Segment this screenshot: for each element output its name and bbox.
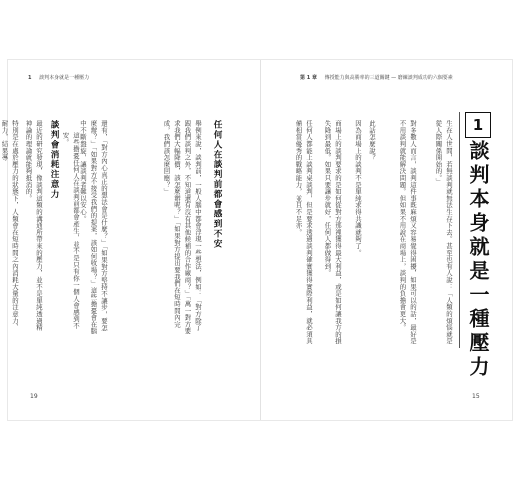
chapter-title: 談判本身就是一種壓力 xyxy=(466,140,490,380)
section1-paragraph-2: 還有，「對方內心真正的想法會是什麼？」「如果對方堅持不讓步，要怎麼辦？」「如果對方不接受我們的提案，該如何收場？」這些擔憂會在腦中不斷盤旋，讓談判者難以安心。 xyxy=(79,120,108,335)
running-head-title: 傳授能力與高勝率的三道關鍵 — 磨練談判成功的六個要素 xyxy=(324,75,453,81)
running-head-chapter: 第 1 章 xyxy=(300,75,317,81)
section1-paragraph-3: 這些擔憂任何人在談判前都會產生，並不是只有你一個人會感到不安。 xyxy=(61,132,80,330)
right-page-number: 15 xyxy=(472,393,480,400)
section1-paragraph-1: 舉例來說，談判前，一般人腦中都會浮現一些想法，例如：「對方除了跟我們談判之外，不知道還有沒有其他候補的合作廠商？」「萬一對方要求我們大幅降價，該怎麼辦呢？」「如果對方提出要我們在短時間內完成，我們該怎麼回應？」 xyxy=(162,120,202,335)
body-paragraph-4: 因為商場上的談判不是單純求得共識就夠了。 xyxy=(354,120,362,256)
body-paragraph-5: 商場上的談判要求的是如何從對方那裡獲得最大利益，或是如何讓我方的損失降到最低。如果只要讓步就好，任何人都做得到。 xyxy=(323,120,342,345)
body-paragraph-1: 生在人世間，若無談判就無法生存下去。甚至也有人說：「人類的煩惱就是從人際關係開始的。」 xyxy=(434,120,453,345)
section-heading-attention: 談判會消耗注意力 xyxy=(49,120,59,200)
right-running-head xyxy=(300,74,453,81)
left-running-head xyxy=(28,74,89,81)
body-paragraph-3: 此話怎麼說？ xyxy=(368,120,376,161)
section2-paragraph-1: 最近的研究發現，像談判這類的溝通所帶來的壓力，並不是單純透過精神論的理論就能夠抵消的。 xyxy=(24,120,43,331)
running-head-number: 1 xyxy=(28,75,32,81)
book-spread xyxy=(0,60,512,420)
chapter-number-box: 1 xyxy=(465,112,491,138)
right-page xyxy=(260,60,512,420)
section-heading-anxiety: 任何人在談判前都會感到不安 xyxy=(212,120,222,249)
running-head-title: 談判本身就是一種壓力 xyxy=(39,75,90,81)
left-page xyxy=(0,60,260,420)
chapter-divider-line xyxy=(459,112,460,348)
body-paragraph-6: 任何人都能上談判桌談判，但是要求透過談判確實獲得實際利益，就必須具備相當優秀的戰略能力，並且不足亦。 xyxy=(294,120,313,345)
body-paragraph-2: 對多數人而言，談判這件事既麻煩又容易覺得困擾，如果可以的話，最好是不用談判就能解決問題。但如果不用說在商場上，談判的負擔會更大。 xyxy=(398,120,417,345)
section2-paragraph-2: 特別是在處於壓力的狀態下，人類會在短時間之內消耗大量的注意力、耐力，結果導 xyxy=(0,120,19,331)
left-page-number: 19 xyxy=(30,393,38,400)
